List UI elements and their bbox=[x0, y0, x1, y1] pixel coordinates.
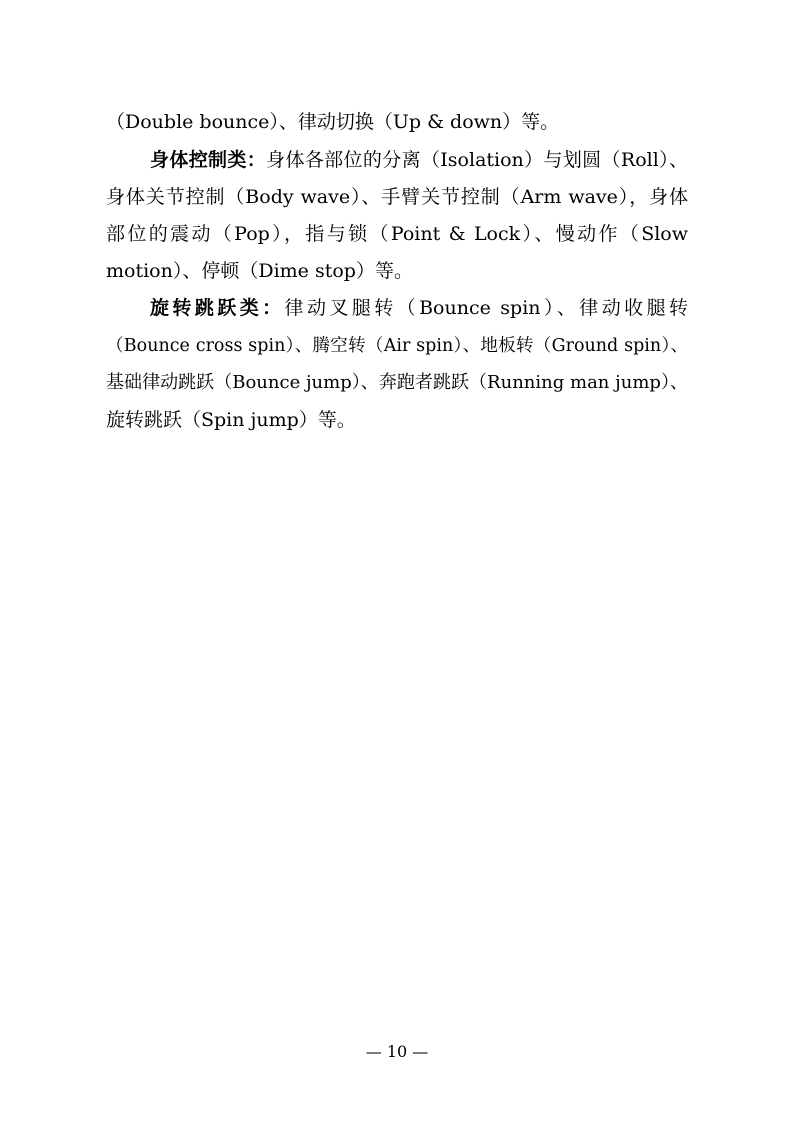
paragraph-line: 身体关节控制（Body wave）、手臂关节控制（Arm wave），身体 bbox=[106, 186, 688, 208]
paragraph-text: 律动叉腿转（Bounce spin）、律动收腿转 bbox=[284, 297, 688, 319]
paragraph-line bbox=[150, 148, 688, 172]
paragraph-line: 旋转跳跃（Spin jump）等。 bbox=[106, 409, 356, 431]
paragraph-line: 部位的震动（Pop），指与锁（Point & Lock）、慢动作（Slow bbox=[106, 223, 688, 245]
paragraph-line bbox=[150, 296, 688, 320]
paragraph-line: （Bounce cross spin）、腾空转（Air spin）、地板转（Ground spin）、 bbox=[106, 336, 688, 356]
paragraph-line: （Double bounce）、律动切换（Up & down）等。 bbox=[106, 111, 560, 133]
paragraph-text: 身体各部位的分离（Isolation）与划圆（Roll）、 bbox=[266, 149, 688, 171]
paragraph-lead: 旋转跳跃类： bbox=[150, 297, 285, 319]
paragraph-lead: 身体控制类： bbox=[150, 149, 267, 171]
page-number: — 10 — bbox=[365, 1042, 429, 1061]
paragraph-line: motion）、停顿（Dime stop）等。 bbox=[106, 260, 413, 282]
paragraph-line: 基础律动跳跃（Bounce jump）、奔跑者跳跃（Running man jump）、 bbox=[106, 372, 688, 393]
